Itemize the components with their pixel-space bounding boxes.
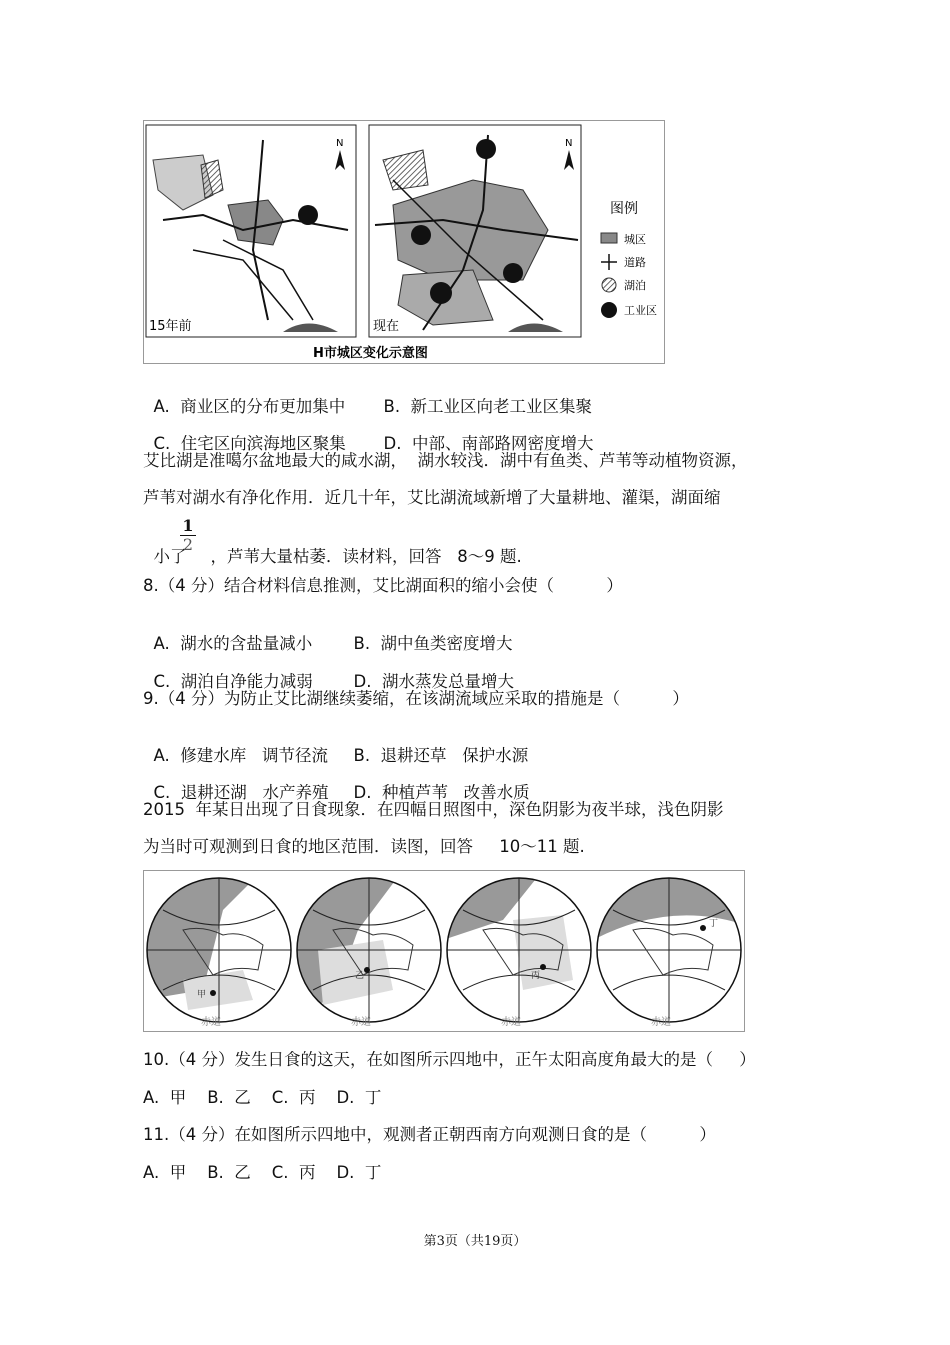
north-label: N: [336, 138, 344, 149]
legend-item: 道路: [624, 256, 646, 269]
fraction-one-half: [180, 517, 196, 554]
material1-line3: [143, 527, 522, 567]
q9-options-row1: [143, 726, 528, 766]
q8-option-c[interactable]: C. 湖泊自净能力减弱: [153, 672, 313, 691]
marker-ding: 丁: [709, 919, 719, 929]
q7-option-b[interactable]: B. 新工业区向老工业区集聚: [383, 397, 593, 416]
q7-option-a[interactable]: A. 商业区的分布更加集中: [153, 397, 346, 416]
q7-options-row1: [143, 377, 592, 417]
page-footer: 第3页（共19页）: [423, 1234, 527, 1249]
marker-yi: 乙: [355, 971, 365, 981]
q9-stem: 9.（4 分）为防止艾比湖继续萎缩，在该湖流域应采取的措施是（ ）: [143, 689, 689, 708]
material2-line1: 2015 年某日出现了日食现象．在四幅日照图中，深色阴影为夜半球，浅色阴影: [143, 800, 724, 819]
equator-label: 赤道: [201, 1017, 221, 1028]
q8-option-b[interactable]: B. 湖中鱼类密度增大: [353, 634, 513, 653]
q8-option-d[interactable]: D. 湖水蒸发总量增大: [353, 672, 514, 691]
figure-caption: H市城区变化示意图: [313, 346, 428, 361]
q9-option-d[interactable]: D. 种植芦苇 改善水质: [353, 783, 530, 802]
material1-line3-pre: 小了: [153, 547, 187, 566]
panel-right-label: 现在: [373, 319, 400, 334]
q11-options[interactable]: A. 甲 B. 乙 C. 丙 D. 丁: [143, 1163, 382, 1182]
legend-title: 图例: [610, 201, 638, 217]
q9-option-c[interactable]: C. 退耕还湖 水产养殖: [153, 783, 329, 802]
city-change-figure: [143, 120, 665, 364]
q8-stem: 8.（4 分）结合材料信息推测，艾比湖面积的缩小会使（ ）: [143, 576, 623, 595]
material1-line2: 芦苇对湖水有净化作用．近几十年，艾比湖流域新增了大量耕地、灌渠，湖面缩: [143, 488, 721, 507]
q10-options[interactable]: A. 甲 B. 乙 C. 丙 D. 丁: [143, 1088, 382, 1107]
legend-item: 湖泊: [624, 279, 646, 292]
q7-options-row2: [143, 414, 593, 454]
legend-item: 工业区: [624, 304, 657, 317]
fraction-numerator: 1: [180, 517, 196, 536]
q10-stem: 10.（4 分）发生日食的这天，在如图所示四地中，正午太阳高度角最大的是（ ）: [143, 1050, 756, 1069]
north-label: N: [565, 138, 573, 149]
material1-line1: 艾比湖是准噶尔盆地最大的咸水湖， 湖水较浅．湖中有鱼类、芦苇等动植物资源，: [143, 451, 748, 470]
q9-option-b[interactable]: B. 退耕还草 保护水源: [353, 746, 529, 765]
legend-item: 城区: [624, 233, 646, 246]
eclipse-globes-figure: [143, 870, 745, 1032]
q11-stem: 11.（4 分）在如图所示四地中，观测者正朝西南方向观测日食的是（ ）: [143, 1125, 716, 1144]
q8-option-a[interactable]: A. 湖水的含盐量减小: [153, 634, 313, 653]
equator-label: 赤道: [651, 1017, 671, 1028]
marker-bing: 丙: [531, 971, 541, 981]
q8-options-row2: [143, 652, 514, 692]
q7-option-c[interactable]: C. 住宅区向滨海地区聚集: [153, 434, 346, 453]
q7-option-d[interactable]: D. 中部、南部路网密度增大: [383, 434, 594, 453]
q8-options-row1: [143, 614, 513, 654]
q9-options-row2: [143, 763, 530, 803]
panel-left-label: 15年前: [149, 319, 192, 334]
fraction-denominator: 2: [182, 535, 194, 554]
q9-option-a[interactable]: A. 修建水库 调节径流: [153, 746, 328, 765]
equator-label: 赤道: [351, 1017, 371, 1028]
map-now: [369, 125, 581, 337]
equator-label: 赤道: [501, 1017, 521, 1028]
marker-jia: 甲: [197, 990, 207, 1000]
material2-line2: 为当时可观测到日食的地区范围．读图，回答 10～11 题.: [143, 837, 585, 856]
material1-line3-post: ，芦苇大量枯萎．读材料，回答 8～9 题.: [210, 547, 522, 566]
map-15-years-ago: [146, 125, 356, 337]
